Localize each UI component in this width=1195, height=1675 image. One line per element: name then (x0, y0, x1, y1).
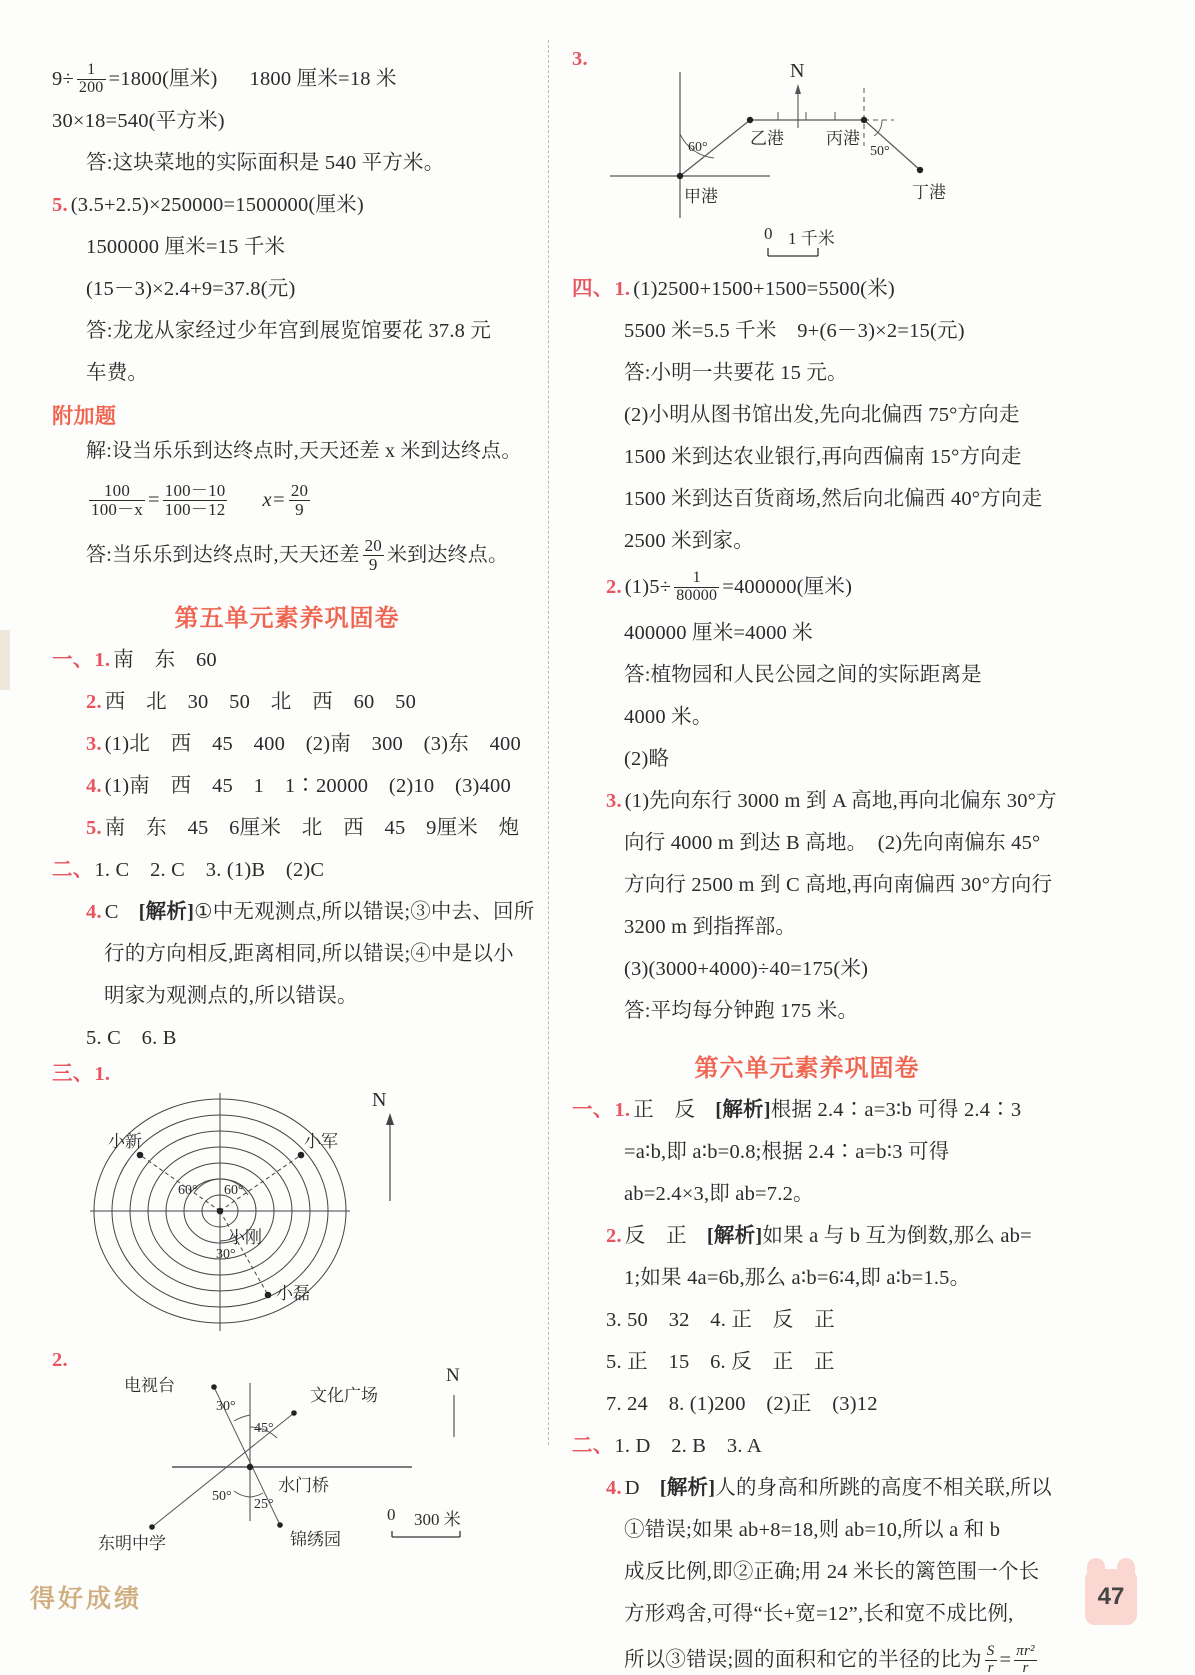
section-two-line (572, 1425, 1042, 1467)
fraction-numerator: 1 (87, 61, 96, 78)
item-text: (1)先向东行 3000 m 到 A 高地,再向北偏东 30°方 (624, 790, 1057, 812)
extra-equation (52, 472, 522, 528)
map-diagram (62, 1349, 512, 1553)
item-number: 4. (86, 775, 102, 797)
fraction-numerator: 20 (290, 480, 309, 500)
section-marker: 二、 (572, 1435, 614, 1457)
answer-text: 答:当乐乐到达终点时,天天还差 (86, 544, 360, 566)
analysis-line: ab=2.4×3,即 ab=7.2。 (624, 1183, 814, 1205)
section-marker: 四、 (572, 278, 614, 300)
radar-angle-label: 60° (224, 1183, 244, 1198)
solution-line: (2)小明从图书馆出发,先向北偏西 75°方向走 (624, 404, 1020, 426)
analysis-text: 所以③错误;圆的面积和它的半径的比为 (624, 1649, 982, 1671)
left-column (52, 58, 535, 1553)
fraction (77, 62, 106, 97)
fraction-denominator: 200 (78, 78, 104, 96)
solution-line: 1500 米到达农业银行,再向西偏南 15°方向走 (624, 446, 1022, 468)
item-number: 3. (86, 733, 102, 755)
item-number: 1. (614, 278, 631, 300)
fraction-denominator: 80000 (676, 586, 718, 604)
analysis-text: 人的身高和所跳的高度不相关联,所以 (715, 1477, 1052, 1499)
analysis-text: ①中无观测点,所以错误;③中去、回所 (194, 901, 535, 923)
solution-line: 方向行 2500 m 到 C 高地,再向南偏西 30°方向行 (624, 874, 1053, 896)
item-text: =400000(厘米) (722, 576, 853, 598)
item-answer: D (624, 1477, 640, 1499)
section-two-item-4 (52, 891, 535, 933)
analysis-line: 行的方向相反,距离相同,所以错误;④中是以小 (104, 943, 514, 965)
item-number: 4. (606, 1477, 622, 1499)
answer-item (52, 184, 522, 226)
solution-line: 答:平均每分钟跑 175 米。 (624, 1000, 859, 1022)
section-four-item (572, 268, 1042, 310)
fraction (89, 482, 145, 519)
solution-line: 2500 米到家。 (624, 530, 754, 552)
harbor-label: 甲港 (684, 187, 718, 206)
right-column (572, 46, 1057, 1675)
section-one-item (52, 639, 522, 681)
fraction-denominator: 100－x (91, 499, 143, 519)
item-text: (1)2500+1500+1500=5500(米) (633, 278, 895, 300)
section-marker: 一、 (52, 649, 94, 671)
analysis-text: 根据 2.4∶a=3∶b 可得 2.4∶3 (770, 1099, 1022, 1121)
fraction-numerator: 100－10 (164, 480, 226, 500)
fraction-numerator: 20 (364, 536, 382, 556)
extra-text: 解:设当乐乐到达终点时,天天还差 x 米到达终点。 (86, 440, 522, 462)
fraction-denominator: 100－12 (164, 499, 226, 519)
solution-line: 向行 4000 m 到达 B 高地。 (2)先向南偏东 45° (624, 832, 1041, 854)
scale-value-label: 300 米 (414, 1510, 461, 1529)
item-number: 3. (572, 48, 588, 70)
item-answer: 反 正 (624, 1225, 687, 1247)
item-text: 西 北 30 50 北 西 60 50 (104, 691, 417, 713)
radar-point-label: 小军 (304, 1132, 338, 1151)
solution-line: (2)略 (624, 748, 670, 770)
item-text: 南 东 45 6厘米 北 西 45 9厘米 炮 (104, 817, 520, 839)
answer-item: 答:龙龙从家经过少年宫到展览馆要花 37.8 元 (86, 320, 492, 342)
solution-line: 答:这块菜地的实际面积是 540 平方米。 (86, 152, 445, 174)
solution-line (52, 58, 522, 100)
map-place-label: 东明中学 (98, 1534, 166, 1553)
fraction-numerator: 100 (103, 480, 131, 500)
fraction (289, 482, 310, 519)
analysis-line: 成反比例,即②正确;用 24 米长的篱笆围一个长 (624, 1561, 1040, 1583)
harbor-diagram (572, 58, 1042, 268)
section-four-item-3 (572, 780, 1057, 822)
analysis-line: 1;如果 4a=6b,那么 a∶b=6∶4,即 a∶b=1.5。 (624, 1267, 971, 1289)
item-number: 2. (606, 1225, 622, 1247)
map-angle-label: 30° (216, 1399, 236, 1414)
section-one-item-1 (572, 1089, 1042, 1131)
analysis-line: ①错误;如果 ab+8=18,则 ab=10,所以 a 和 b (624, 1519, 1001, 1541)
radar-point-label: 小磊 (276, 1284, 310, 1303)
harbor-label: 丙港 (826, 129, 860, 148)
unit-6-title: 第六单元素养巩固卷 (694, 1055, 920, 1082)
section-one-item (52, 723, 522, 765)
fraction-denominator: 9 (363, 555, 384, 574)
section-two-line (52, 849, 522, 891)
fraction-numerator: πr² (1016, 1643, 1035, 1660)
item-text: 1. C 2. C 3. (1)B (2)C (94, 859, 325, 881)
item-answer: C (104, 901, 119, 923)
item-number: 1. (614, 1099, 631, 1121)
solution-line: 答:小明一共要花 15 元。 (624, 362, 848, 384)
extra-solution-line (52, 430, 522, 472)
north-label: N (790, 60, 805, 82)
map-place-label: 锦绣园 (290, 1530, 341, 1549)
solution-line: 400000 厘米=4000 米 (624, 622, 814, 644)
solution-line: 30×18=540(平方米) (52, 110, 225, 132)
harbor-angle-label: 60° (688, 140, 708, 155)
unit-5-title: 第五单元素养巩固卷 (174, 605, 400, 632)
page-number: 47 (1097, 1583, 1125, 1610)
section-marker: 二、 (52, 859, 94, 881)
map-angle-label: 25° (254, 1497, 274, 1512)
north-label: N (372, 1089, 387, 1111)
item-text: (3.5+2.5)×250000=1500000(厘米) (70, 194, 364, 216)
variable-x: x= (262, 489, 286, 511)
analysis-tag: [解析] (659, 1477, 716, 1499)
radar-diagram (72, 1083, 432, 1343)
section-one-line: 5. 正 15 6. 反 正 正 (606, 1351, 835, 1373)
radar-angle-label: 60° (178, 1183, 198, 1198)
footer-brand: 得好成绩 (30, 1585, 143, 1613)
item-number: 3. (606, 790, 622, 812)
solution-line: 3200 m 到指挥部。 (624, 916, 797, 938)
fraction (985, 1644, 997, 1675)
map-angle-label: 45° (254, 1421, 274, 1436)
scale-zero-label: 0 (387, 1505, 396, 1524)
column-divider (548, 40, 549, 1445)
fraction-denominator: r (1014, 1660, 1036, 1675)
fraction-denominator: r (985, 1660, 997, 1675)
radar-point-label: 小新 (108, 1132, 142, 1151)
item-text: (1)北 西 45 400 (2)南 300 (3)东 400 (104, 733, 521, 755)
fraction-denominator: 9 (289, 500, 310, 519)
map-center-label: 水门桥 (278, 1476, 329, 1495)
analysis-line: 明家为观测点的,所以错误。 (104, 985, 358, 1007)
solution-text: 1800 厘米=18 米 (249, 68, 397, 90)
radar-angle-label: 30° (216, 1247, 236, 1262)
answer-item: 车费。 (86, 362, 149, 384)
analysis-tag: [解析] (706, 1225, 763, 1247)
fraction (674, 570, 719, 605)
solution-line: 1500 米到达百货商场,然后向北偏西 40°方向走 (624, 488, 1043, 510)
item-number: 2. (606, 576, 622, 598)
item-number: 2. (52, 1349, 68, 1371)
solution-text: =1800(厘米) (108, 68, 218, 90)
section-marker: 三、 (52, 1063, 94, 1085)
map-place-label: 电视台 (124, 1376, 175, 1395)
section-four-item-2 (572, 562, 1042, 612)
item-number: 5. (86, 817, 102, 839)
item-text: 南 东 60 (113, 649, 217, 671)
answer-item: 1500000 厘米=15 千米 (86, 236, 286, 258)
page-edge-mark (0, 630, 10, 690)
section-one-item (52, 807, 522, 849)
item-number: 2. (86, 691, 102, 713)
scale-zero-label: 0 (764, 224, 773, 243)
item-number: 1. (94, 1063, 111, 1085)
item-number: 5. (52, 194, 68, 216)
analysis-tag: [解析] (715, 1099, 771, 1121)
item-number: 4. (86, 901, 102, 923)
section-one-line: 3. 50 32 4. 正 反 正 (606, 1309, 835, 1331)
equals-sign: = (999, 1649, 1012, 1671)
solution-line: 4000 米。 (624, 706, 713, 728)
section-two-line: 5. C 6. B (86, 1027, 177, 1049)
analysis-text: 如果 a 与 b 互为倒数,那么 ab= (762, 1225, 1032, 1247)
section-one-item (52, 681, 522, 723)
section-marker: 一、 (572, 1099, 614, 1121)
map-angle-label: 50° (212, 1489, 232, 1504)
solution-line: 5500 米=5.5 千米 9+(6－3)×2=15(元) (624, 320, 965, 342)
north-label: N (446, 1365, 460, 1386)
section-one-line: 7. 24 8. (1)200 (2)正 (3)12 (606, 1393, 878, 1415)
extra-problem-title: 附加题 (52, 405, 117, 428)
section-one-item (52, 765, 522, 807)
fraction (1014, 1644, 1036, 1675)
equals-sign: = (148, 489, 160, 511)
fraction (363, 537, 384, 574)
page-number-badge (1085, 1569, 1137, 1625)
extra-answer (52, 528, 522, 582)
scale-value-label: 1 千米 (788, 229, 835, 248)
item-text: (1)南 西 45 1 1∶20000 (2)10 (3)400 (104, 775, 511, 797)
section-two-item-4 (572, 1467, 1052, 1509)
map-place-label: 文化广场 (310, 1386, 378, 1405)
fraction-numerator: 1 (692, 569, 701, 586)
solution-text: 9÷ (52, 68, 74, 90)
analysis-tag: [解析] (138, 901, 195, 923)
item-number: 1. (94, 649, 111, 671)
item-text: (1)5÷ (624, 576, 672, 598)
harbor-angle-label: 50° (870, 144, 890, 159)
radar-point-label: 小刚 (228, 1228, 262, 1247)
radar-diagram-svg (72, 1083, 432, 1343)
harbor-label: 乙港 (750, 129, 784, 148)
analysis-line: 方形鸡舍,可得“长+宽=12”,长和宽不成比例, (624, 1603, 1014, 1625)
item-text: 1. D 2. B 3. A (614, 1435, 762, 1457)
item-answer: 正 反 (633, 1099, 696, 1121)
section-one-item-2 (572, 1215, 1042, 1257)
harbor-label: 丁港 (912, 183, 946, 202)
answer-item: (15－3)×2.4+9=37.8(元) (86, 278, 296, 300)
solution-line: (3)(3000+4000)÷40=175(米) (624, 958, 869, 980)
answer-text: 米到达终点。 (386, 544, 509, 566)
analysis-line-with-fraction (572, 1635, 1042, 1675)
fraction (163, 482, 228, 519)
solution-line: 答:植物园和人民公园之间的实际距离是 (624, 664, 982, 686)
fraction-numerator: S (986, 1643, 995, 1660)
analysis-line: =a∶b,即 a∶b=0.8;根据 2.4∶a=b∶3 可得 (624, 1141, 950, 1163)
